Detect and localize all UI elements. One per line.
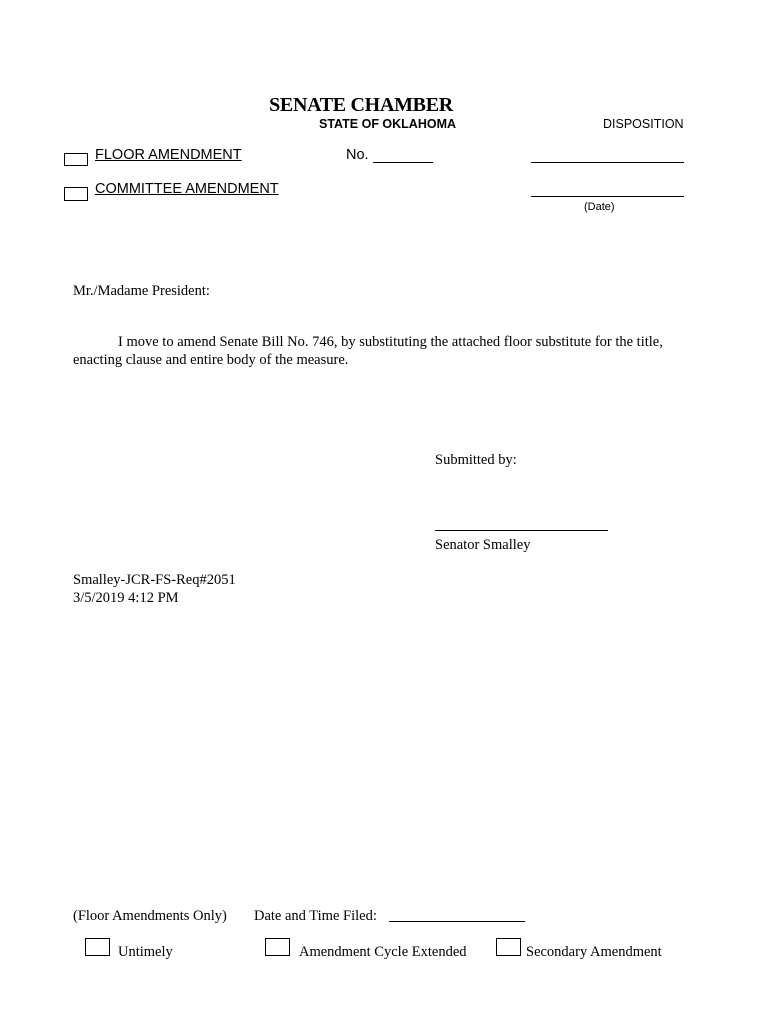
date-field[interactable] [531, 196, 684, 197]
floor-only-label: (Floor Amendments Only) [73, 908, 227, 924]
timestamp: 3/5/2019 4:12 PM [73, 590, 179, 606]
motion-line-1: I move to amend Senate Bill No. 746, by substituting the attached floor substitute for the title, [118, 334, 663, 350]
submitted-by-label: Submitted by: [435, 452, 517, 468]
state-label: STATE OF OKLAHOMA [319, 117, 457, 131]
disposition-label: DISPOSITION [603, 117, 684, 131]
senator-name: Senator Smalley [435, 537, 531, 553]
page-title: SENATE CHAMBER [269, 94, 453, 116]
date-time-filed-field[interactable] [389, 921, 525, 922]
date-caption: (Date) [584, 201, 615, 213]
motion-line-2: enacting clause and entire body of the measure. [73, 352, 349, 368]
number-label: No. [346, 147, 369, 163]
number-field[interactable] [373, 162, 433, 163]
cycle-extended-label: Amendment Cycle Extended [299, 944, 467, 960]
secondary-amendment-checkbox[interactable] [496, 938, 521, 956]
disposition-field[interactable] [531, 162, 684, 163]
committee-amendment-checkbox[interactable] [64, 187, 88, 201]
untimely-label: Untimely [118, 944, 173, 960]
cycle-extended-checkbox[interactable] [265, 938, 290, 956]
salutation: Mr./Madame President: [73, 283, 210, 299]
request-id: Smalley-JCR-FS-Req#2051 [73, 572, 236, 588]
signature-line [435, 530, 608, 531]
floor-amendment-checkbox[interactable] [64, 153, 88, 166]
secondary-amendment-label: Secondary Amendment [526, 944, 662, 960]
committee-amendment-label: COMMITTEE AMENDMENT [95, 181, 279, 197]
date-time-filed-label: Date and Time Filed: [254, 908, 377, 924]
floor-amendment-label: FLOOR AMENDMENT [95, 147, 242, 163]
untimely-checkbox[interactable] [85, 938, 110, 956]
